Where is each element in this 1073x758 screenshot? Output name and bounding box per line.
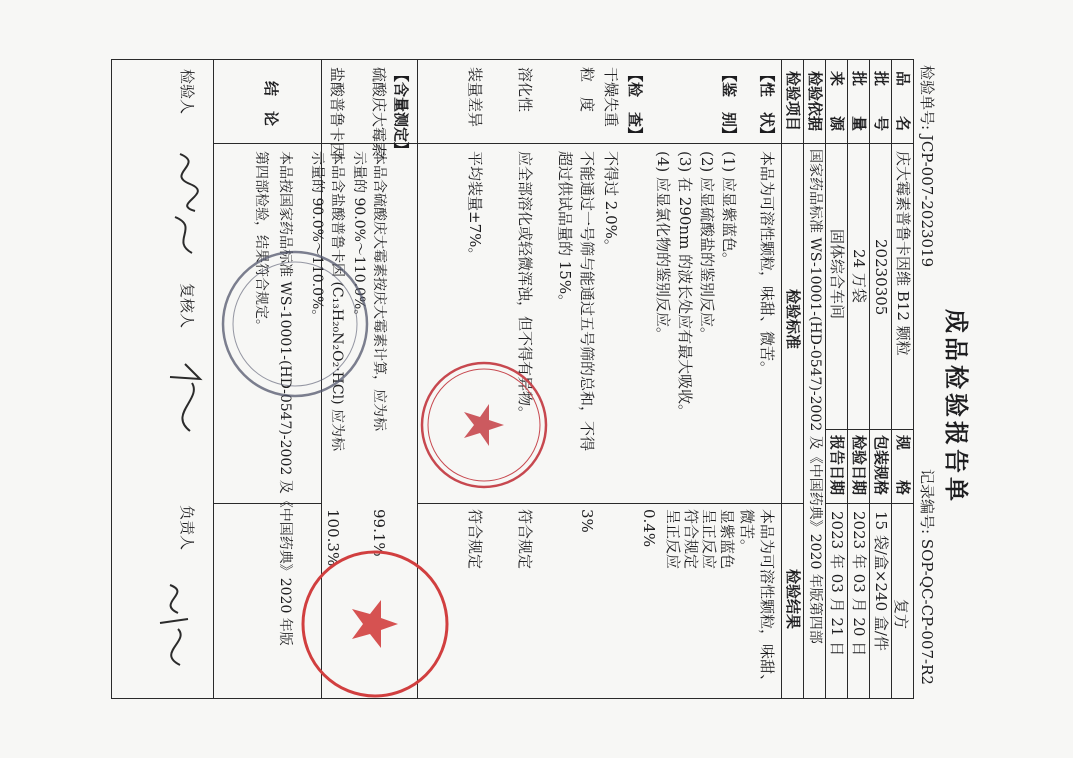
- batch-value: 20230305: [872, 239, 890, 316]
- gentamicin-label: 硫酸庆大霉素: [370, 67, 388, 158]
- product-label: 品 名: [894, 71, 912, 132]
- header-standard: 检验标准: [784, 289, 802, 350]
- procaine-label: 盐酸普鲁卡因: [328, 67, 346, 158]
- row-line: [825, 59, 826, 699]
- pack-label: 包装规格: [872, 435, 890, 496]
- spec-label: 规 格: [894, 435, 912, 496]
- batch-label: 批 号: [872, 71, 890, 132]
- procaine-std-1: 本品含盐酸普鲁卡因 (C₁₃H₂₀N₂O₂·HCl) 应为标: [329, 151, 345, 451]
- report-title: 成品检验报告单: [942, 309, 971, 505]
- responsible-label: 负责人: [178, 505, 196, 551]
- row-line: [869, 59, 870, 699]
- inspection-date-label: 检验日期: [850, 435, 868, 496]
- inspection-report-sheet: [110, 59, 970, 699]
- appearance-standard: 本品为可溶性颗粒，味甜、微苦。: [758, 151, 776, 377]
- col-line: [826, 503, 914, 504]
- col-line: [418, 503, 804, 504]
- fill-variance-result: 符合规定: [466, 509, 484, 570]
- appearance-heading: 【性 状】: [758, 67, 776, 143]
- col-line: [214, 143, 914, 144]
- department-stamp: [220, 249, 370, 399]
- gentamicin-std-2: 示量的 90.0%～110.0%。: [351, 151, 367, 324]
- department-stamp-graphic: [220, 249, 370, 399]
- row-line: [891, 59, 892, 699]
- identification-std-2: (2) 应显硫酸盐的鉴别反应。: [698, 151, 716, 343]
- row-line: [803, 59, 804, 699]
- source-label: 来 源: [828, 71, 846, 132]
- row-line: [847, 59, 848, 699]
- granularity-std-2: 超过供试品量的 15%。: [556, 151, 574, 310]
- identification-result-1: 显紫蓝色: [718, 509, 736, 570]
- row-line: [781, 59, 782, 699]
- col-line: [214, 503, 322, 504]
- review-mark: 复方: [892, 599, 910, 630]
- fill-variance-standard: 平均装量±7%。: [466, 151, 484, 263]
- inspection-date-value: 2023 年 03 月 20 日: [850, 511, 868, 657]
- reviewer-label: 复核人: [178, 283, 196, 329]
- appearance-result-1: 本品为可溶性颗粒，味甜、: [758, 509, 776, 690]
- conclusion-line-2: 第四部检验，结果符合规定。: [253, 151, 269, 333]
- report-date-label: 报告日期: [828, 435, 846, 496]
- procaine-result: 100.3%: [324, 509, 342, 567]
- identification-result-4: 呈正反应: [664, 509, 682, 570]
- table-border-right: [111, 698, 914, 699]
- qc-department-stamp: [418, 359, 550, 491]
- dry-loss-standard: 不得过 2.0%。: [602, 151, 620, 254]
- identification-result-2: 呈正反应: [700, 509, 718, 570]
- dry-loss-label: 干燥失重: [602, 67, 620, 128]
- table-border-bottom: [111, 59, 112, 699]
- header-result: 检验结果: [784, 569, 802, 630]
- granularity-label: 粒 度: [578, 67, 596, 113]
- solubility-result: 符合规定: [516, 509, 534, 570]
- company-stamp: [300, 549, 450, 699]
- gentamicin-std-1: 本品含硫酸庆大霉素按庆大霉素计算，应为标: [371, 151, 387, 431]
- quantity-label: 批 量: [850, 71, 868, 132]
- identification-result-3: 符合规定: [682, 509, 700, 570]
- responsible-signature: [150, 579, 200, 669]
- conclusion-line-1: 本品按国家药品标准 WS-10001-(HD-0547)-2002 及《中国药典》2020 年版: [277, 151, 293, 646]
- pack-value: 15 袋/盒×240 盒/件: [872, 511, 890, 651]
- granularity-std-1: 不能通过一号筛与能通过五号筛的总和，不得: [578, 151, 596, 452]
- identification-std-3: (3) 在 290nm 的波长处应有最大吸收。: [676, 151, 694, 420]
- basis-label: 检验依据: [806, 71, 824, 132]
- dry-loss-result: 0.4%: [640, 509, 658, 548]
- basis-value: 国家药品标准 WS-10001-(HD-0547)-2002 及《中国药典》2020 年版第四部: [807, 149, 823, 644]
- assay-heading: 【含量测定】: [392, 67, 410, 158]
- gentamicin-result: 99.1%: [370, 509, 388, 557]
- procaine-std-2: 示量的 90.0%～110.0%。: [309, 151, 325, 324]
- report-date-value: 2023 年 03 月 21 日: [828, 511, 846, 657]
- check-heading: 【检 查】: [626, 67, 644, 143]
- source-value: 固体综合车间: [828, 229, 846, 320]
- inspection-number: 检验单号: JCP-007-2023019: [918, 65, 936, 268]
- table-border-top: [913, 59, 914, 699]
- identification-std-1: (1) 应显紫蓝色。: [720, 151, 738, 268]
- fill-variance-label: 装量差异: [466, 67, 484, 128]
- table-border-left: [111, 59, 914, 60]
- appearance-result-2: 微苦。: [738, 509, 756, 555]
- col-line: [826, 429, 914, 430]
- record-number: 记录编号: SOP-QC-CP-007-R2: [918, 469, 936, 685]
- identification-std-4: (4) 应显氯化物的鉴别反应。: [654, 151, 672, 343]
- qc-stamp-graphic: [418, 359, 550, 491]
- inspector-label: 检验人: [178, 69, 196, 115]
- conclusion-label: 结 论: [262, 81, 280, 127]
- row-line: [213, 59, 214, 699]
- header-item: 检验项目: [784, 71, 802, 132]
- product-value: 庆大霉素普鲁卡因维 B12 颗粒: [894, 151, 912, 356]
- reviewer-signature: [160, 359, 210, 439]
- quantity-value: 24 万袋: [850, 249, 868, 303]
- company-stamp-graphic: [300, 549, 450, 699]
- identification-heading: 【鉴 别】: [720, 67, 738, 143]
- granularity-result: 3%: [578, 509, 596, 533]
- inspector-signature: [160, 149, 210, 259]
- solubility-standard: 应全部溶化或轻微浑浊，但不得有异物。: [516, 151, 534, 422]
- solubility-label: 溶化性: [516, 67, 534, 113]
